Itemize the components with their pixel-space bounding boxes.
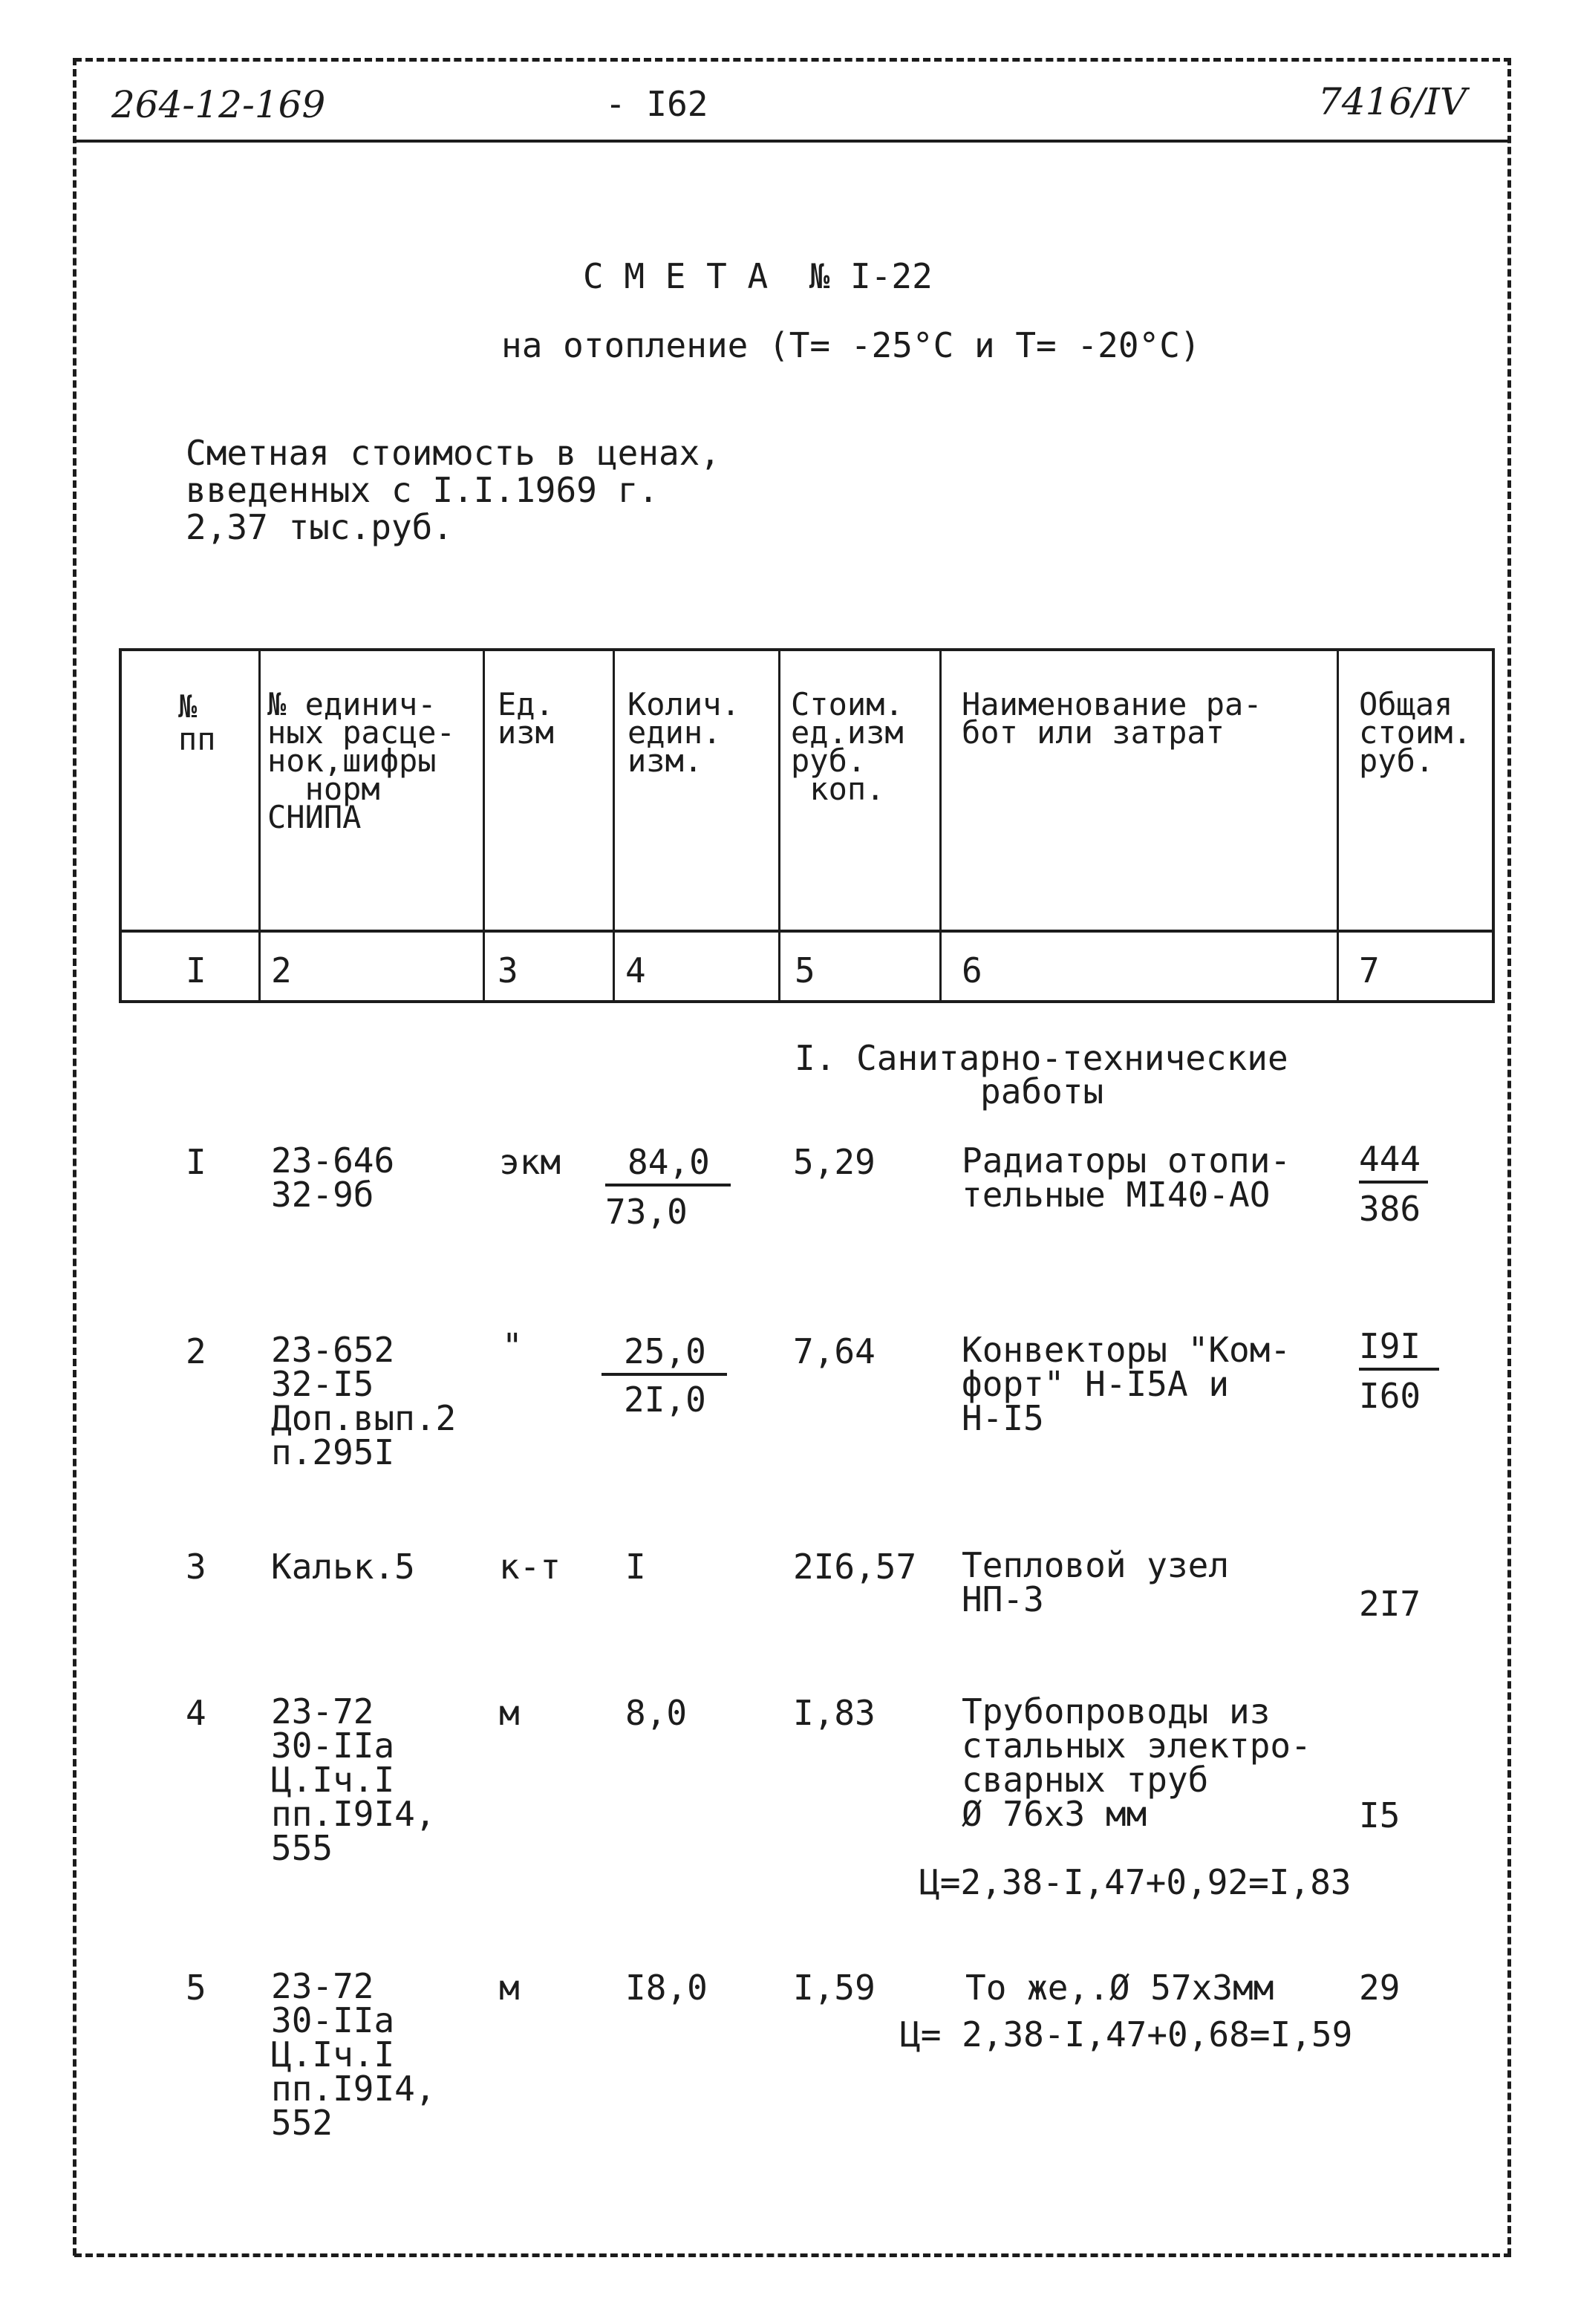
code-line: 32-9б (271, 1175, 374, 1215)
code-line: 555 (271, 1828, 333, 1868)
col-number: I (186, 950, 206, 990)
code-line: Доп.вып.2 (271, 1398, 457, 1438)
document-subtitle: на отопление (Т= -25°С и Т= -20°С) (501, 325, 1201, 365)
code-line: 30-IIа (271, 2000, 395, 2040)
hdr-line: изм (498, 714, 554, 751)
row-qty-bottom: 73,0 (605, 1192, 688, 1232)
col-number: 6 (962, 950, 982, 990)
row-code (271, 1691, 436, 1868)
section-heading: I. Санитарно-технические (795, 1038, 1288, 1078)
row-code (271, 1548, 415, 1585)
hdr-line: руб. (1359, 742, 1435, 779)
left-code: 264-12-169 (111, 83, 326, 126)
column-rule (778, 648, 780, 1000)
row-code (271, 1966, 436, 2143)
code-line: 23-72 (271, 1966, 374, 2006)
name-line: Трубопроводы из (962, 1691, 1271, 1731)
header-bottom-rule (74, 140, 1511, 143)
hdr-line: Наименование ра- (962, 686, 1262, 722)
hdr-line: бот или затрат (962, 714, 1225, 751)
row-total-top: I9I (1359, 1328, 1439, 1371)
hdr-line: пп (178, 721, 216, 757)
row-price: I,59 (793, 1968, 876, 2008)
row-unit: м (499, 1968, 520, 2008)
row-formula: Ц= 2,38-I,47+0,68=I,59 (900, 2014, 1353, 2054)
code-line: Кальк.5 (271, 1547, 415, 1587)
row-price: I,83 (793, 1693, 876, 1733)
row-total-top: 444 (1359, 1140, 1428, 1184)
name-line: Ø 76х3 мм (962, 1794, 1147, 1834)
row-num: 4 (186, 1693, 206, 1733)
row-total-bottom: I60 (1359, 1376, 1421, 1416)
code-line: 23-72 (271, 1691, 374, 1731)
hdr-line: № единич- (267, 686, 437, 722)
frame-top-border (74, 58, 1511, 62)
name-line: форт" Н-I5А и (962, 1364, 1230, 1404)
row-price: 2I6,57 (793, 1547, 917, 1587)
row-qty-bottom: 2I,0 (624, 1380, 706, 1420)
hdr-line: ед.изм (791, 714, 904, 751)
hdr-line: изм. (627, 742, 703, 779)
hdr-line: № (178, 688, 198, 725)
code-line: 32-I5 (271, 1364, 374, 1404)
row-qty: I8,0 (625, 1968, 708, 2008)
hdr-line: Общая (1359, 686, 1453, 722)
code-line: 30-IIа (271, 1726, 395, 1766)
col-header-code (267, 686, 455, 835)
code-line: 23-652 (271, 1330, 395, 1370)
column-rule (1337, 648, 1339, 1000)
hdr-line: коп. (791, 771, 885, 807)
frame-bottom-border (74, 2253, 1511, 2257)
name-line: НП-3 (962, 1579, 1044, 1619)
code-line: Ц.Iч.I (271, 2034, 395, 2075)
column-rule (939, 648, 942, 1000)
cost-note-line: Сметная стоимость в ценах, (186, 433, 721, 473)
row-total: I5 (1359, 1795, 1401, 1835)
row-unit: м (499, 1693, 520, 1733)
row-total: 29 (1359, 1968, 1401, 2008)
row-qty: 8,0 (625, 1693, 688, 1733)
column-rule (483, 648, 485, 1000)
row-name (965, 1969, 1274, 2006)
col-number: 5 (795, 950, 815, 990)
col-number: 3 (498, 950, 518, 990)
hdr-line: руб. (791, 742, 867, 779)
row-name (962, 1691, 1311, 1834)
frame-right-border (1507, 58, 1511, 2256)
column-rule (613, 648, 615, 1000)
col-number: 7 (1359, 950, 1380, 990)
document-title: С М Е Т А № I-22 (583, 256, 933, 296)
hdr-line: Колич. (627, 686, 740, 722)
col-header-qty (627, 686, 740, 779)
row-code (271, 1330, 457, 1472)
row-qty-top: 84,0 (605, 1143, 731, 1187)
name-line: сварных труб (962, 1760, 1209, 1800)
col-header-num (178, 688, 216, 757)
row-unit: экм (499, 1142, 561, 1182)
row-unit: к-т (499, 1547, 561, 1587)
code-line: пп.I9I4, (271, 2069, 436, 2109)
row-num: 5 (186, 1968, 206, 2008)
code-line: Ц.Iч.I (271, 1760, 395, 1800)
row-qty-top: 25,0 (601, 1333, 727, 1376)
col-header-unit (498, 686, 554, 751)
code-line: 23-646 (271, 1140, 395, 1181)
hdr-line: Стоим. (791, 686, 904, 722)
cost-note-line: 2,37 тыс.руб. (186, 507, 454, 547)
row-qty: I (625, 1547, 646, 1587)
hdr-line: СНИПА (267, 799, 362, 835)
col-number: 2 (271, 950, 292, 990)
name-line: Радиаторы отопи- (962, 1140, 1291, 1181)
code-line: пп.I9I4, (271, 1794, 436, 1834)
col-header-name (962, 686, 1262, 751)
name-line: стальных электро- (962, 1726, 1311, 1766)
col-header-total (1359, 686, 1472, 779)
cost-note-line: введенных с I.I.1969 г. (186, 470, 659, 510)
row-price: 7,64 (793, 1331, 876, 1371)
row-name (962, 1140, 1291, 1215)
row-num: I (186, 1142, 206, 1182)
name-line: То же,.Ø 57х3мм (965, 1968, 1274, 2008)
row-unit: " (502, 1326, 523, 1366)
col-number: 4 (625, 950, 646, 990)
frame-left-border (73, 58, 76, 2256)
hdr-line: норм (267, 771, 380, 807)
name-line: Н-I5 (962, 1398, 1044, 1438)
column-rule (258, 648, 261, 1000)
row-price: 5,29 (793, 1142, 876, 1182)
row-formula: Ц=2,38-I,47+0,92=I,83 (919, 1862, 1352, 1902)
row-total: 2I7 (1359, 1584, 1421, 1624)
code-line: 552 (271, 2103, 333, 2143)
row-total-bottom: 386 (1359, 1189, 1421, 1229)
row-code (271, 1140, 395, 1215)
name-line: Конвекторы "Ком- (962, 1330, 1291, 1370)
code-line: п.295I (271, 1432, 395, 1472)
page-number: - I62 (605, 84, 708, 124)
header-divider (119, 930, 1492, 933)
name-line: тельные МI40-АО (962, 1175, 1271, 1215)
row-num: 3 (186, 1547, 206, 1587)
hdr-line: стоим. (1359, 714, 1472, 751)
hdr-line: нок,шифры (267, 742, 437, 779)
row-num: 2 (186, 1331, 206, 1371)
right-code: 7416/IV (1318, 80, 1467, 123)
hdr-line: Ед. (498, 686, 554, 722)
section-heading: работы (980, 1071, 1104, 1112)
name-line: Тепловой узел (962, 1545, 1230, 1585)
row-name (962, 1545, 1230, 1619)
hdr-line: един. (627, 714, 722, 751)
hdr-line: ных расце- (267, 714, 455, 751)
row-name (962, 1330, 1291, 1438)
col-header-price (791, 686, 904, 807)
